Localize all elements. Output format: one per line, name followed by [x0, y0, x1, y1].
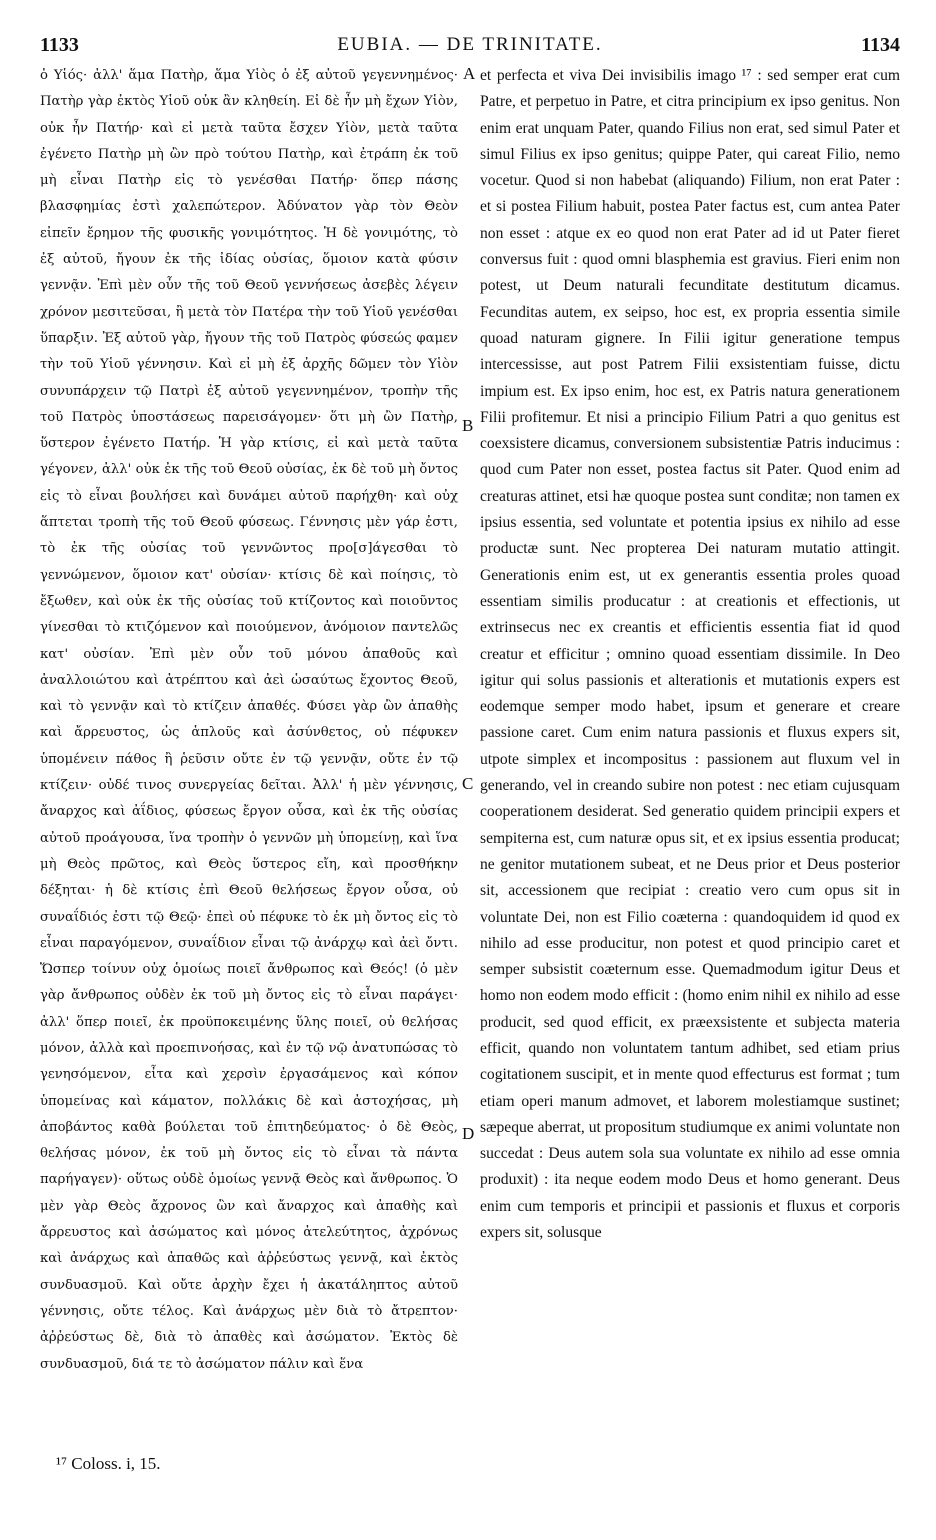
margin-letter-a: A: [463, 64, 476, 83]
footnote: ¹⁷ Coloss. i, 15.: [56, 1454, 161, 1473]
page-number-right: 1134: [861, 34, 900, 56]
latin-text: et perfecta et viva Dei invisibilis imago ¹⁷ : sed semper erat cum Patre, et perpetuo in Patre, et citra principium ex ipso genitus. Non enim erat unquam Pater, quando Filius non erat, sed simul Pater et simul Filius ex ipso genitus; quippe Pater, qui careat Filio, nemo vocetur. Quod si non habebat (aliquando) Filium, non erat Pater : et si postea Filium habuit, postea Pater factus est, cum antea Pater non esset : atque ex eo quod non erat Pater ad id ut Pater fieret conversus fuit : quod omni blasphemia est gravius. Fieri enim non potest, ut Deum naturali fecunditate destitutum dicamus. Fecunditas autem, ex seipso, hoc est, ex propria essentia simile quoad naturam gignere. In Filii igitur generatione tempus intercessisse, aut post Patrem Filii exsistentiam fuisse, dictu impium est. Ex ipso enim, hoc est, ex Patris natura generationem Filii profitemur. Et nisi a principio Filium Patri a quo genitus est coexsistere dicamus, conversionem subsistentiæ Patris inducimus : quod cum Pater non esset, postea factus sit Pater. Quod enim ad creaturas attinet, etsi hæ quoque postea sunt conditæ; non tamen ex ipsius essentia, sed voluntate et potentia ipsius ex nihilo ad esse productæ sunt. Nec propterea Dei naturam mutatio attingit. Generationis enim est, ut ex generantis essentia proles quoad essentiam similis producatur : at creationis et effectionis, ut extrinsecus nec ex creantis et efficientis essentia fiat id quod creatur et efficitur ; omnino quoad essentiam dissimile. In Deo igitur qui solus passionis et alterationis et mutationis expers est eodemque semper modo habet, ipsum et generare et creare passione caret. Cum enim natura passionis et fluxus expers sit, utpote simplex et incompositus : passionem aut fluxum vel in generando, vel in creando subire non potest : nec etiam cujusquam cooperationem desiderat. Sed generatio quidem principii expers et sempiterna est, cum naturæ opus sit, et ex ipsius essentia producat; ne genitor mutationem subeat, et ne Deus prior et Deus posterior sit, accessionem que recipiat : creatio vero cum opus sit in voluntate Dei, non est Filio coæterna : quandoquidem id quod ex nihilo ad esse producitur, non potest et quod principio caret et semper subsistit coæternum esse. Quemadmodum igitur Deus et homo non eodem modo efficit : (homo enim nihil ex nihilo ad esse producit, sed quod efficit, ex præexsistente et subjecta materia efficit, quando non voluntatem tantum adhibet, sed etiam prius cogitationem suscipit, et in mente quod effecturus est format ; tum etiam operi manum admovet, et laborem molestiamque sustinet; sæpeque aberrat, ut propositum studiumque ex animi voluntate non succedat : Deus autem sola sua voluntate ex nihilo ad esse omnia produxit) : ita neque eodem modo Deus et homo generant. Deus enim cum temporis et principii et passionis et fluxus et corporis expers sit, solusque: [480, 67, 900, 1242]
greek-column: [40, 63, 458, 1378]
greek-text: ὁ Υἱός· ἀλλ' ἅμα Πατὴρ, ἅμα Υἱὸς ὁ ἐξ αὐτοῦ γεγεννημένος· Πατὴρ γὰρ ἐκτὸς Υἱοῦ οὐκ ἂν κληθείη. Εἰ δὲ ἦν μὴ ἔχων Υἱὸν, οὐκ ἦν Πατήρ· καὶ εἰ μετὰ ταῦτα ἔσχεν Υἱὸν, μετὰ ταῦτα ἐγένετο Πατὴρ μὴ ὢν πρὸ τούτου Πατὴρ, καὶ ἐτράπη ἐκ τοῦ μὴ εἶναι Πατὴρ εἰς τὸ γενέσθαι Πατήρ· ὅπερ πάσης βλασφημίας ἐστὶ χαλεπώτερον. Ἀδύνατον γὰρ τὸν Θεὸν εἰπεῖν ἔρημον τῆς φυσικῆς γονιμότητος. Ἡ δὲ γονιμότης, τὸ ἐξ αὐτοῦ, ἤγουν ἐκ τῆς ἰδίας οὐσίας, ὅμοιον κατὰ φύσιν γεννᾷν. Ἐπὶ μὲν οὖν τῆς τοῦ Θεοῦ γεννήσεως ἀσεβὲς λέγειν χρόνον μεσιτεῦσαι, ἢ μετὰ τὸν Πατέρα τὴν τοῦ Υἱοῦ γενέσθαι ὕπαρξιν. Ἐξ αὐτοῦ γὰρ, ἤγουν τῆς τοῦ Πατρὸς φύσεώς φαμεν τὴν τοῦ Υἱοῦ γέννησιν. Καὶ εἰ μὴ ἐξ ἀρχῆς δῶμεν τὸν Υἱὸν συνυπάρχειν τῷ Πατρὶ ἐξ αὐτοῦ γεγεννημένον, τροπὴν τῆς τοῦ Πατρὸς ὑποστάσεως παρεισάγομεν· ὅτι μὴ ὢν Πατὴρ, ὕστερον ἐγένετο Πατήρ. Ἡ γὰρ κτίσις, εἰ καὶ μετὰ ταῦτα γέγονεν, ἀλλ' οὐκ ἐκ τῆς τοῦ Θεοῦ οὐσίας, ἐκ δὲ τοῦ μὴ ὄντος εἰς τὸ εἶναι βουλήσει καὶ δυνάμει αὐτοῦ παρήχθη· καὶ οὐχ ἅπτεται τροπὴ τῆς τοῦ Θεοῦ φύσεως. Γέννησις μὲν γάρ ἐστι, τὸ ἐκ τῆς οὐσίας τοῦ γεννῶντος προ[σ]άγεσθαι τὸ γεννώμενον, ὅμοιον κατ' οὐσίαν· κτίσις δὲ καὶ ποίησις, τὸ ἔξωθεν, καὶ οὐκ ἐκ τῆς οὐσίας τοῦ κτίζοντος καὶ ποιοῦντος γίνεσθαι τὸ κτιζόμενον καὶ ποιούμενον, ἀνόμοιον παντελῶς κατ' οὐσίαν. Ἐπὶ μὲν οὖν τοῦ μόνου ἀπαθοῦς καὶ ἀναλλοιώτου καὶ ἀτρέπτου καὶ ἀεὶ ὡσαύτως ἔχοντος Θεοῦ, καὶ τὸ γεννᾷν καὶ τὸ κτίζειν ἀπαθές. Φύσει γὰρ ὢν ἀπαθὴς καὶ ἄρρευστος, ὡς ἁπλοῦς καὶ ἀσύνθετος, οὐ πέφυκεν ὑπομένειν πάθος ἢ ῥεῦσιν οὔτε ἐν τῷ γεννᾷν, οὔτε ἐν τῷ κτίζειν· οὐδέ τινος συνεργείας δεῖται. Ἀλλ' ἡ μὲν γέννησις, ἄναρχος καὶ ἀΐδιος, φύσεως ἔργον οὖσα, καὶ ἐκ τῆς οὐσίας αὐτοῦ προάγουσα, ἵνα τροπὴν ὁ γεννῶν μὴ ὑπομείνῃ, καὶ ἵνα μὴ Θεὸς πρῶτος, καὶ Θεὸς ὕστερος εἴη, καὶ προσθήκην δέξηται· ἡ δὲ κτίσις ἐπὶ Θεοῦ θελήσεως ἔργον οὖσα, οὐ συναΐδιός ἐστι τῷ Θεῷ· ἐπεὶ οὐ πέφυκε τὸ ἐκ μὴ ὄντος εἰς τὸ εἶναι παραγόμενον, συναΐδιον εἶναι τῷ ἀνάρχῳ καὶ ἀεὶ ὄντι. Ὥσπερ τοίνυν οὐχ ὁμοίως ποιεῖ ἄνθρωπος καὶ Θεός! (ὁ μὲν γὰρ ἄνθρωπος οὐδὲν ἐκ τοῦ μὴ ὄντος εἰς τὸ εἶναι παράγει· ἀλλ' ὅπερ ποιεῖ, ἐκ προϋποκειμένης ὕλης ποιεῖ, οὐ θελήσας μόνον, ἀλλὰ καὶ προεπινοήσας, καὶ ἐν τῷ νῷ ἀνατυπώσας τὸ γενησόμενον, εἶτα καὶ χερσὶν ἐργασάμενος καὶ κόπον ὑπομείνας καὶ κάματον, πολλάκις δὲ καὶ ἀστοχήσας, μὴ ἀποβάντος καθὰ βούλεται τοῦ ἐπιτηδεύματος· ὁ δὲ Θεὸς, θελήσας μόνον, ἐκ τοῦ μὴ ὄντος εἰς τὸ εἶναι τὰ πάντα παρήγαγεν)· οὕτως οὐδὲ ὁμοίως γεννᾷ Θεὸς καὶ ἄνθρωπος. Ὁ μὲν γὰρ Θεὸς ἄχρονος ὢν καὶ ἄναρχος καὶ ἀπαθὴς καὶ ἄρρευστος καὶ ἀσώματος καὶ μόνος ἀτελεύτητος, ἀχρόνως καὶ ἀνάρχως καὶ ἀπαθῶς καὶ ἀῤῥεύστως γεννᾷ, καὶ ἐκτὸς συνδυασμοῦ. Καὶ οὔτε ἀρχὴν ἔχει ἡ ἀκατάληπτος αὐτοῦ γέννησις, οὔτε τέλος. Καὶ ἀνάρχως μὲν διὰ τὸ ἄτρεπτον· ἀῤῥεύστως δὲ, διὰ τὸ ἀπαθὲς καὶ ἀσώματον. Ἐκτὸς δὲ συνδυασμοῦ, διά τε τὸ ἀσώματον πάλιν καὶ ἕνα: [40, 68, 458, 1372]
page-header: [40, 34, 900, 62]
margin-letter-d: D: [462, 1124, 475, 1143]
margin-letter-c: C: [462, 774, 474, 793]
running-title: EUBIA. — DE TRINITATE.: [337, 34, 603, 55]
page-number-left: 1133: [40, 34, 79, 56]
latin-column: [480, 63, 900, 1246]
margin-letter-b: B: [462, 416, 474, 435]
